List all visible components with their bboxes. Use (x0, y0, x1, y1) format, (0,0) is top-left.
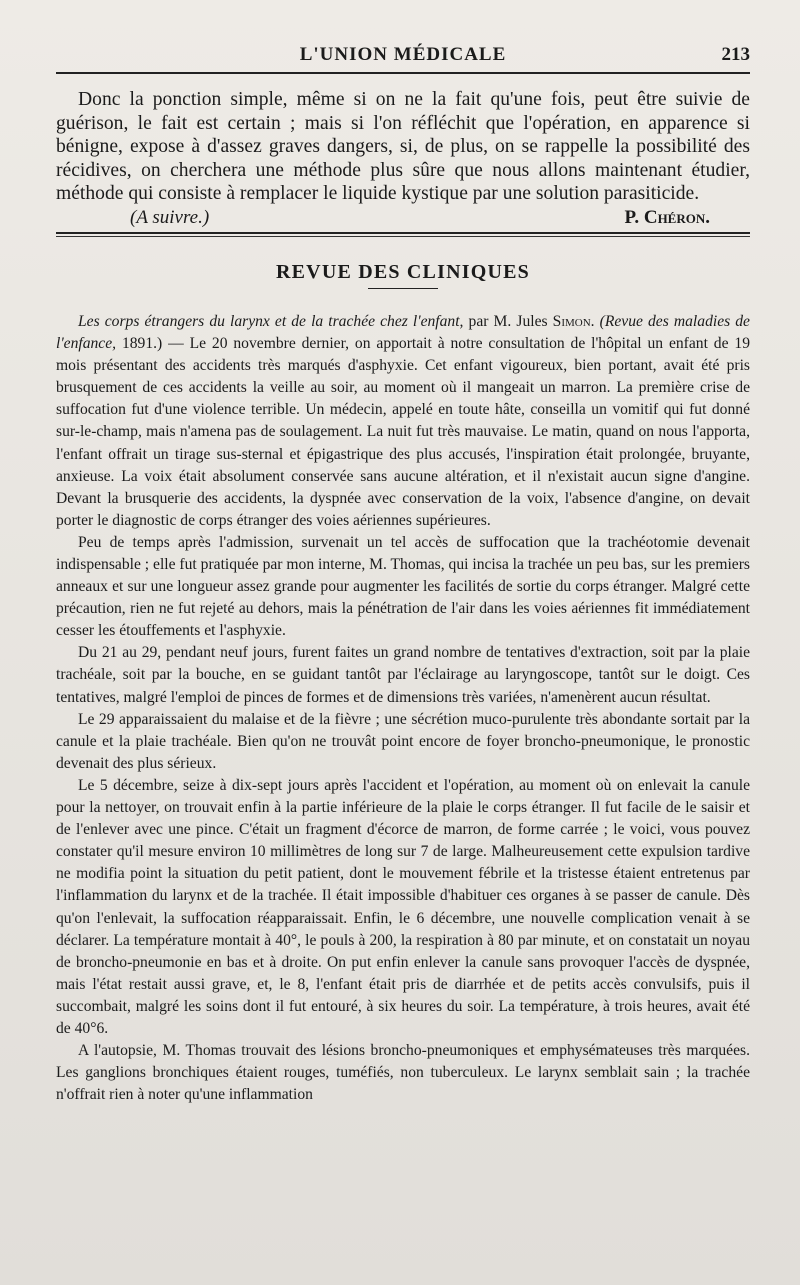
paragraph-admission: Peu de temps après l'admission, survenait un tel accès de suffocation que la trachéotomie devenait indispensable ; elle fut pratiquée par mon interne, M. Thomas, qui incisa la trachée un peu bas, sur les premiers anneaux et sur une longueur assez grande pour augmenter les facilités de sortie du corps étranger. Malgré cette précaution, rien ne fut rejeté au dehors, mais la pénétration de l'air dans les voies aériennes fit immédiatement cesser les étouffements et l'asphyxie. (56, 533, 750, 640)
section-rule-bottom (56, 236, 750, 237)
heading-underline (368, 288, 438, 289)
paragraph-foreign-body: Le 5 décembre, seize à dix-sept jours après l'accident et l'opération, au moment où on enlevait la canule pour la nettoyer, on trouvait enfin à la partie inférieure de la plaie le corps étranger. Il fut facile de le saisir et de l'enlever avec une pince. C'était un fragment d'écorce de marron, de forme carrée ; le voici, vous pouvez constater qu'il mesure environ 10 millimètres de long sur 7 de large. Malheureusement cette expulsion tardive ne modifia point la situation du petit patient, dont le mouvement fébrile et la tristesse étaient entretenus par l'inflammation du larynx et de la trachée. Il était impossible d'habituer ces organes à se passer de canule. Dès qu'on l'enlevait, la suffocation réapparaissait. Enfin, le 6 décembre, une nouvelle complication venait à se déclarer. La température montait à 40°, le pouls à 200, la respiration à 80 par minute, et on constatait un noyau de broncho-pneumonie en bas et à droite. On put enfin enlever la canule sans provoquer l'accès de dyspnée, mais l'état restait aussi grave, et, le 8, l'enfant était pris de diarrhée et de petits accès convulsifs, puis il succombait, malgré les soins dont il fut entouré, à six heures du soir. La température, à trois heures, avait été de 40°6. (56, 776, 750, 1037)
author-prefix: par M. Jules (463, 312, 553, 330)
page-number: 213 (721, 44, 750, 65)
intro-paragraph: Donc la ponction simple, même si on ne la fait qu'une fois, peut être suivie de guérison, le fait est certain ; mais si l'on réfléchit que l'opération, en apparence si bénigne, expose à d'assez graves dangers, si, de plus, on se rappelle la possibilité des récidives, on cherchera une méthode plus sûre que nous allons maintenant étudier, méthode qui consiste à remplacer le liquide kystique par une solution parasiticide. (56, 89, 750, 205)
journal-name: (Revue des maladies de l'enfance, (56, 312, 750, 353)
author-name: Simon. (552, 312, 595, 330)
paragraph-autopsy: A l'autopsie, M. Thomas trouvait des lésions broncho-pneumoniques et emphysémateuses très marquées. Les ganglions bronchiques étaient rouges, tuméfiés, non tuberculeux. Le larynx semblait sain ; la trachée n'offrait rien à noter qu'une inflammation (56, 1042, 750, 1104)
lead-paragraph (56, 311, 750, 532)
section-rule-top (56, 232, 750, 234)
header-rule (56, 72, 750, 74)
signature-row (56, 206, 750, 232)
article-title: Les corps étrangers du larynx et de la trachée chez l'enfant, (78, 312, 464, 330)
paragraph-extraction: Du 21 au 29, pendant neuf jours, furent faites un grand nombre de tentatives d'extraction, soit par la plaie trachéale, soit par la bouche, en se guidant tantôt par l'éclairage au laryngoscope, tantôt sur le doigt. Ces tentatives, malgré l'emploi de pinces de formes et de dimensions très variées, n'amenèrent aucun résultat. (56, 644, 750, 706)
section-heading: REVUE DES CLINIQUES (276, 260, 530, 283)
running-title: L'UNION MÉDICALE (299, 44, 507, 65)
running-head (56, 44, 750, 72)
lead-text: 1891.) — Le 20 novembre dernier, on apportait à notre consultation de l'hôpital un enfant de 19 mois présentant des accidents très marqués d'asphyxie. Cet enfant vigoureux, bien portant, avait été pris brusquement de ces accidents la veille au soir, au moment où il mangeait un marron. La première crise de suffocation fut d'une violence terrible. Un médecin, appelé en toute hâte, conseilla un vomitif qui fut donné sur-le-champ, mais n'amena pas de soulagement. La nuit fut très mauvaise. Le matin, quand on nous l'apporta, l'enfant offrait un tirage sus-sternal et épigastrique des plus accusés, l'inspiration était prolongée, bruyante, anxieuse. La voix était absolument conservée sans aucune altération, et il n'existait aucun signe d'angine. Devant la brusquerie des accidents, la dyspnée avec conservation de la voix, l'absence d'angine, on devait porter le diagnostic de corps étranger des voies aériennes supérieures. (56, 335, 750, 529)
author-signature: P. Chéron. (624, 206, 710, 228)
paragraph-fever: Le 29 apparaissaient du malaise et de la fièvre ; une sécrétion muco-purulente très abondante sortait par la canule et la plaie trachéale. Bien qu'on ne trouvât point encore de foyer broncho-pneumonique, le pronostic devenait des plus sérieux. (56, 710, 750, 772)
to-be-continued: (A suivre.) (130, 206, 210, 228)
